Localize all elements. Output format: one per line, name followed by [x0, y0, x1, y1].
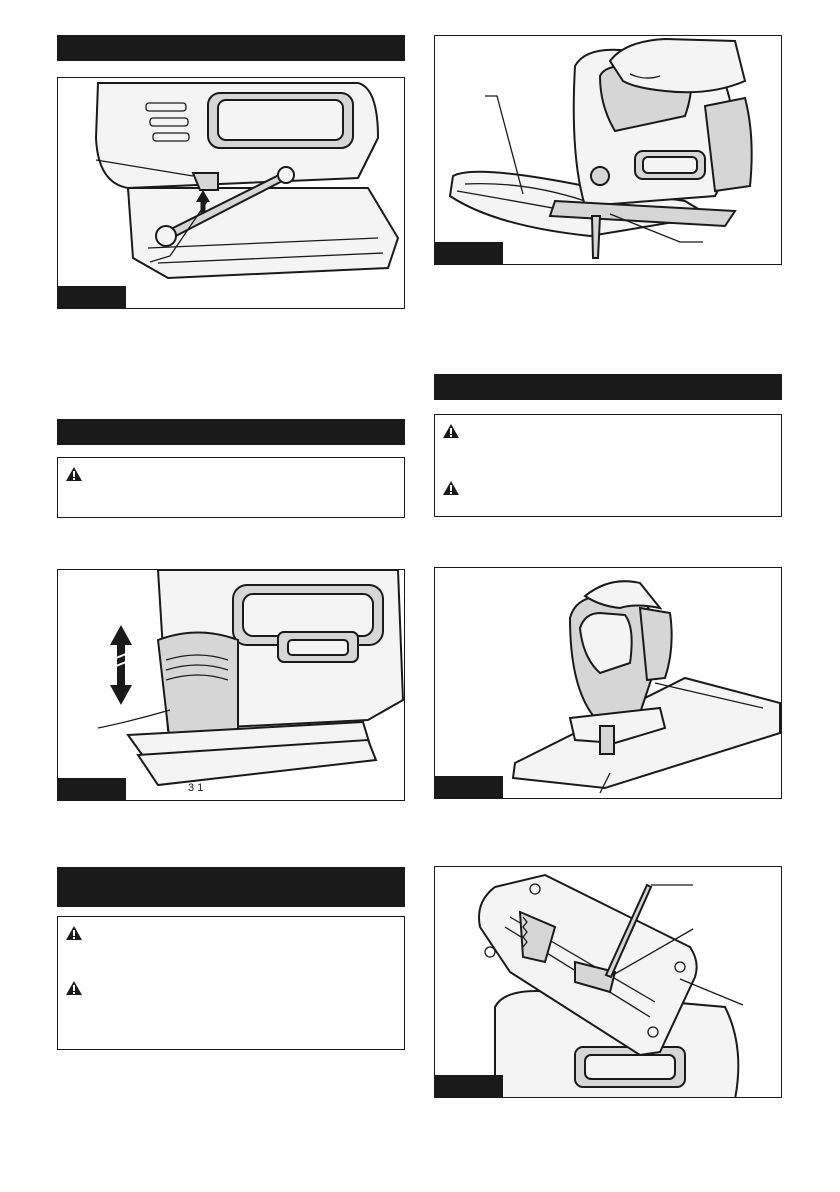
figure-2-label: [435, 242, 503, 264]
figure-1-label: [58, 286, 126, 308]
figure-5-label: [435, 1075, 503, 1097]
figure-2-illustration: [435, 36, 782, 265]
figure-4: [434, 567, 782, 799]
warning-triangle-icon: [443, 481, 459, 495]
figure-3-illustration: [58, 570, 405, 801]
figure-3: [57, 569, 405, 801]
warning-triangle-icon: [443, 424, 459, 438]
section-header-operation: [57, 867, 405, 907]
double-arrow-vertical-icon: [110, 625, 132, 705]
figure-3-label: [58, 778, 126, 800]
warning-box-3: [57, 916, 405, 1050]
figure-5: [434, 866, 782, 1098]
figure-1: [57, 77, 405, 309]
figure-3-stray-mark: 3 1: [188, 782, 204, 794]
warning-triangle-icon: [66, 981, 82, 995]
figure-4-illustration: [435, 568, 782, 799]
section-header-dust-cover: [57, 419, 405, 445]
warning-triangle-icon: [66, 467, 82, 481]
section-header-blade-installation: [57, 35, 405, 61]
figure-2: [434, 35, 782, 265]
warning-triangle-icon: [66, 926, 82, 940]
warning-box-2: [434, 414, 782, 517]
section-header-switch-action: [434, 374, 782, 400]
figure-1-illustration: [58, 78, 405, 309]
figure-4-label: [435, 776, 503, 798]
warning-box-1: [57, 457, 405, 518]
figure-5-illustration: [435, 867, 782, 1098]
